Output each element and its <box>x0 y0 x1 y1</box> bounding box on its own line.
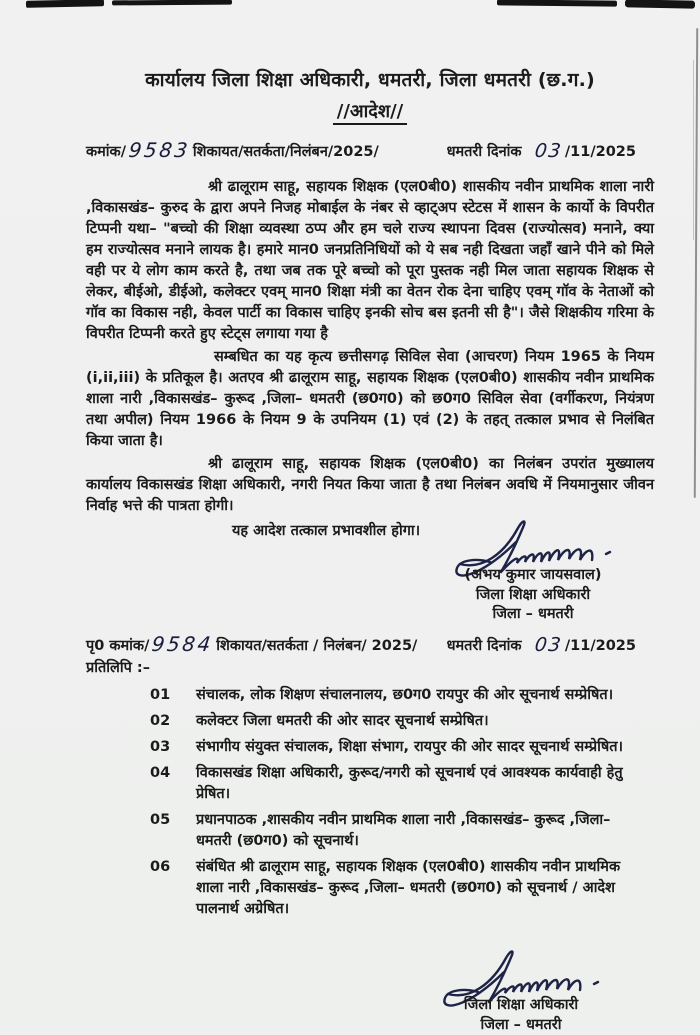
ref-day-handwritten: 03 <box>533 140 564 162</box>
signatory-designation: जिला शिक्षा अधिकारी <box>475 586 591 603</box>
copy-item-text: संचालक, लोक शिक्षण संचालनालय, छ0ग0 रायपुर की ओर सूचनार्थ सम्प्रेषित। <box>196 686 614 703</box>
order-heading: //आदेश// <box>333 101 408 125</box>
reference-left <box>86 137 379 161</box>
copies-list <box>86 685 654 920</box>
copy-item-number: 04 <box>150 765 171 781</box>
ref-number-handwritten: 9583 <box>127 138 192 162</box>
copy-item-text: संभागीय संयुक्त संचालक, शिक्षा संभाग, रायपुर की ओर सादर सूचनार्थ सम्प्रेषित। <box>196 738 623 755</box>
signatory-name: (अभय कुमार जायसवाल) <box>464 567 602 584</box>
ref-date-rest: /11/2025 <box>564 144 636 160</box>
signature-block-top <box>418 516 648 625</box>
signatory-bottom-district: जिला – धमतरी <box>480 1016 562 1033</box>
copy-item <box>86 711 654 732</box>
copy-item-text: विकासखंड शिक्षा अधिकारी, कुरूद/नगरी को सूचनार्थ एवं आवश्यक कार्यवाही हेतु प्रेषित। <box>196 765 623 803</box>
copy-item-number: 06 <box>150 859 171 876</box>
place-date-label: धमतरी दिनांक <box>446 144 522 160</box>
scan-artifact-top-left-2 <box>112 0 232 5</box>
copies-label: प्रतिलिपि :– <box>86 659 150 676</box>
reference-date <box>447 139 654 161</box>
copy-item-number: 01 <box>150 686 171 703</box>
order-heading-row <box>86 99 654 123</box>
paragraph-headquarters: श्री ढालूराम साहू, सहायक शिक्षक (एल0बी0) का निलंबन उपरांत मुख्यालय कार्यालय विकासखंड शिक्षा अधिकारी, नगरी नियत किया जाता है तथा निलंबन अवधि में नियमानुसार जीवन निर्वाह भत्ते की पात्रता होगी। <box>86 456 654 515</box>
endorse-prefix: पृ0 कमांक/ <box>86 637 150 654</box>
copy-item <box>86 763 654 805</box>
endorse-number-handwritten: 9584 <box>150 631 215 656</box>
copy-item-text: प्रधानपाठक ,शासकीय नवीन प्राथमिक शाला नारी ,विकासखंड– कुरूद ,जिला– धमतरी (छ0ग0) को सूचनार्थ। <box>196 812 611 850</box>
copy-item-number: 02 <box>150 712 171 729</box>
endorse-day-handwritten: 03 <box>533 633 564 656</box>
copy-item-number: 03 <box>150 738 171 755</box>
paragraph-suspension-rule: सम्बधित का यह कृत्य छत्तीसगढ़ सिविल सेवा (आचरण) नियम 1965 के नियम (i,ii,iii) के प्रतिकूल है। अतएव श्री ढालूराम साहू, सहायक शिक्षक (एल0बी0) शासकीय नवीन प्राथमिक शाला नारी ,विकासखंड– कुरूद ,जिला– धमतरी (छ0ग0) को छ0ग0 सिविल सेवा (वर्गीकरण, नियंत्रण तथा अपील) नियम 1966 के नियम 9 के उपनियम (1) एवं (2) के तहत् तत्काल प्रभाव से निलंबित किया जाता है। <box>86 349 654 450</box>
copy-item-number: 05 <box>150 812 171 829</box>
copy-item-text: कलेक्टर जिला धमतरी की ओर सादर सूचनार्थ सम्प्रेषित। <box>196 712 489 729</box>
signature-block-bottom <box>406 946 636 1035</box>
copy-item <box>86 685 654 706</box>
signatory-district: जिला – धमतरी <box>492 606 574 623</box>
copy-item-text: संबंधित श्री ढालूराम साहू, सहायक शिक्षक (एल0बी0) शासकीय नवीन प्राथमिक शाला नारी ,विकासखंड– कुरूद ,जिला– धमतरी (छ0ग0) को सूचनार्थ / आदेश पालनार्थ अग्रेषित। <box>196 859 621 918</box>
scan-artifact-top-right-2 <box>625 0 695 9</box>
endorsement-left <box>86 631 417 655</box>
copy-item <box>86 857 654 920</box>
ref-prefix: कमांक/ <box>86 144 126 160</box>
endorse-suffix: शिकायत/सतर्कता / निलंबन/ 2025/ <box>216 637 418 654</box>
effective-immediately-line: यह आदेश तत्काल प्रभावशील होगा। <box>232 523 421 540</box>
office-title: कार्यालय जिला शिक्षा अधिकारी, धमतरी, जिला धमतरी (छ.ग.) <box>145 69 595 91</box>
scan-edge-line-faint <box>693 60 694 240</box>
signatory-bottom-designation: जिला शिक्षा अधिकारी <box>463 997 579 1014</box>
endorse-date-rest: /11/2025 <box>564 637 636 654</box>
endorsement-line <box>86 631 654 655</box>
copy-item <box>86 810 654 852</box>
ref-suffix: शिकायत/सतर्कता/निलंबन/2025/ <box>192 144 379 160</box>
paragraph-allegation: श्री ढालूराम साहू, सहायक शिक्षक (एल0बी0) शासकीय नवीन प्राथमिक शाला नारी ,विकासखंड– कुरुद के द्वारा अपने निजह मोबाईल के नंबर से व्हाट्अप स्टेटस में शासन के कार्यो के विपरीत टिप्पनी यथा– "बच्चो की शिक्षा व्यवस्था ठप्प और हम चले राज्य स्थापना दिवस (राज्योत्सव) मनाने, क्या हम राज्योत्सव मनाने लायक है। हमारे मान0 जनप्रतिनिधियों को ये सब नही दिखता जहाँ खाने पीने को मिले वही पर ये लोग काम करते है, तथा जब तक पूरे बच्चो को पूरा पुस्तक नही मिल जाता सहायक शिक्षक से लेकर, बीईओ, डीईओ, कलेक्टर एवम् मान0 शिक्षा मंत्री का वेतन रोक देना चाहिए एवम् गॉव के नेताओं को गॉव का विकास नही, केवल पार्टी का विकास चाहिए इनकी सोच बस इतनी सी है"। जैसे शिक्षकीय गरिमा के विपरीत टिप्पनी करते हुए स्टेट्स लगाया गया है <box>86 179 654 343</box>
reference-line <box>86 137 654 161</box>
endorse-place-date-label: धमतरी दिनांक <box>446 637 522 654</box>
copy-item <box>86 737 654 758</box>
endorsement-date <box>447 633 654 655</box>
